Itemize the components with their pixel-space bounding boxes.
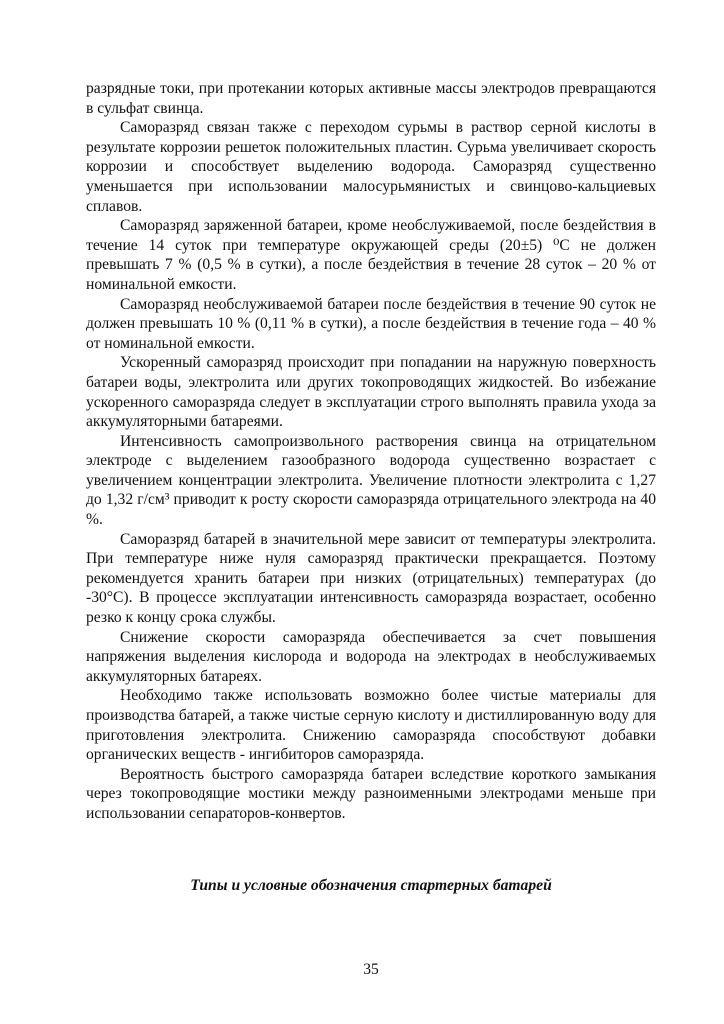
paragraph-8: Снижение скорости саморазряда обеспечивается за счет повышения напряжения выделения кислорода и водорода на электродах в необслуживаемых аккумуляторных батареях. — [86, 628, 656, 685]
paragraph-3: Саморазряд заряженной батареи, кроме необслуживаемой, после бездействия в течение 14 суток при температуре окружающей среды (20±5) ⁰С не должен превышать 7 % (0,5 % в сутки), а после бездействия в течение 28 суток – 20 % от номинальной емкости. — [86, 217, 656, 293]
paragraph-10: Вероятность быстрого саморазряда батареи вследствие короткого замыкания через токопроводящие мостики между разноименными электродами меньше при использовании сепараторов-конвертов. — [86, 765, 656, 822]
paragraph-9: Необходимо также использовать возможно более чистые материалы для производства батарей, а также чистые серную кислоту и дистиллированную воду для приготовления электролита. Снижению саморазряда способствуют добавки органических веществ - ингибиторов саморазряда. — [86, 687, 656, 764]
page-number: 35 — [363, 961, 379, 978]
paragraph-1: разрядные токи, при протекании которых активные массы электродов превращаются в сульфат свинца. — [86, 80, 656, 117]
section-heading: Типы и условные обозначения стартерных батарей — [190, 877, 552, 894]
paragraph-7: Саморазряд батарей в значительной мере зависит от температуры электролита. При температуре ниже нуля саморазряд практически прекращается. Поэтому рекомендуется хранить батареи при низких (отрицательных) температурах (до -30°С). В процессе эксплуатации интенсивность саморазряда возрастает, особенно резко к концу срока службы. — [86, 530, 656, 627]
paragraph-5: Ускоренный саморазряд происходит при попадании на наружную поверхность батареи воды, электролита или других токопроводящих жидкостей. Во избежание ускоренного саморазряда следует в эксплуатации строго выполнять правила ухода за аккумуляторными батареями. — [86, 354, 656, 431]
body-text — [86, 79, 656, 824]
paragraph-6: Интенсивность самопроизвольного растворения свинца на отрицательном электроде с выделением газообразного водорода существенно возрастает с увеличением концентрации электролита. Увеличение плотности электролита с 1,27 до 1,32 г/см³ приводит к росту скорости саморазряда отрицательного электрода на 40 %. — [86, 432, 656, 529]
paragraph-4: Саморазряд необслуживаемой батареи после бездействия в течение 90 суток не должен превышать 10 % (0,11 % в сутки), а после бездействия в течение года – 40 % от номинальной емкости. — [86, 295, 656, 352]
paragraph-2: Саморазряд связан также с переходом сурьмы в раствор серной кислоты в результате коррозии решеток положительных пластин. Сурьма увеличивает скорость коррозии и способствует выделению водорода. Саморазряд существенно уменьшается при использовании малосурьмянистых и свинцово-кальциевых сплавов. — [86, 119, 656, 215]
